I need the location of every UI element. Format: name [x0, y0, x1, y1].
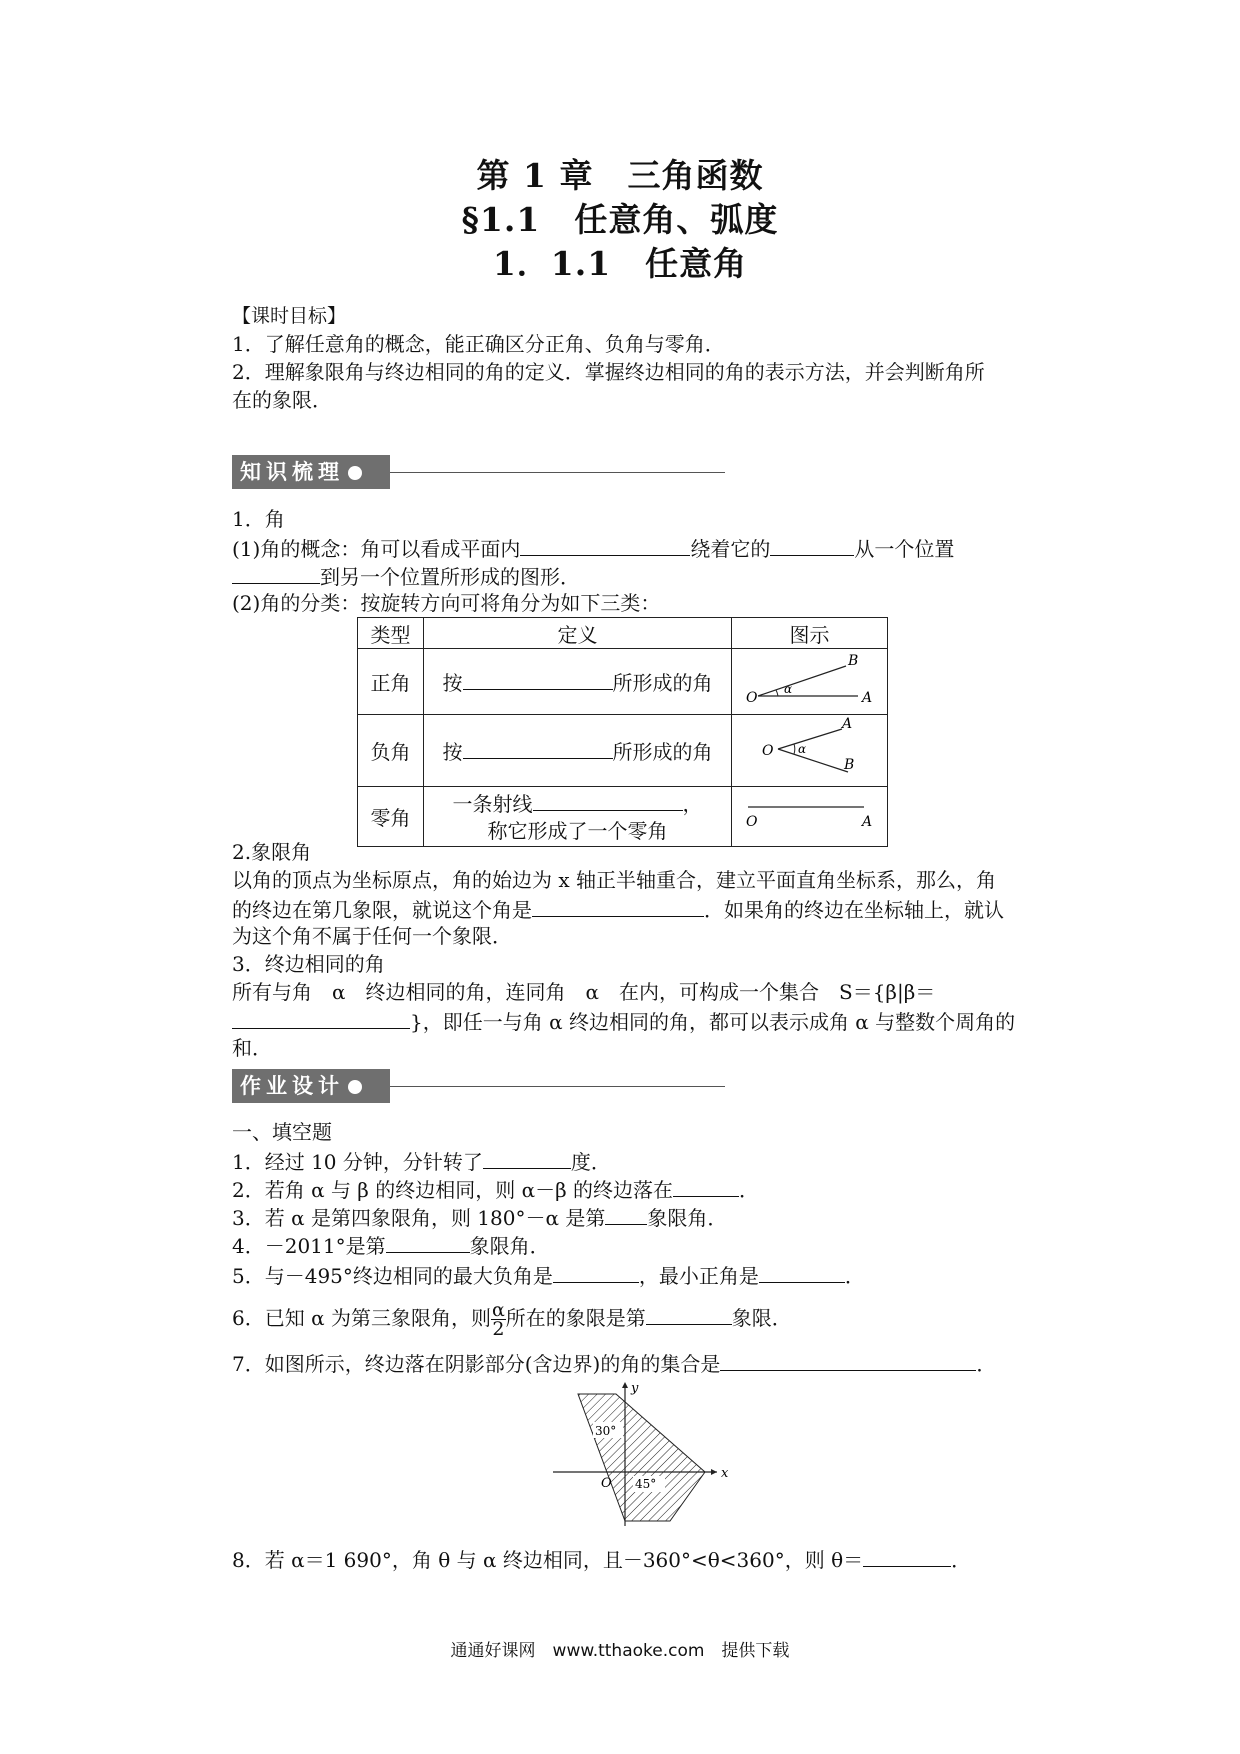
quadrant-line-1: 以角的顶点为坐标原点，角的始边为 x 轴正半轴重合，建立平面直角坐标系，那么，角: [232, 868, 996, 892]
positive-angle-figure: [732, 649, 888, 715]
homework-bar-label: 作业设计: [240, 1074, 344, 1098]
positive-angle-diagram: [734, 649, 886, 709]
knowledge-h1: 1．角: [232, 507, 285, 531]
svg-text:B: B: [847, 653, 858, 669]
answer-blank[interactable]: [720, 1348, 976, 1371]
svg-text:y: y: [631, 1381, 639, 1396]
answer-blank[interactable]: [863, 1544, 951, 1567]
section-rule: [390, 472, 725, 473]
shaded-region-diagram: [545, 1378, 735, 1528]
exercise-7: 7．如图所示，终边落在阴影部分(含边界)的角的集合是 ．: [232, 1348, 996, 1378]
answer-blank[interactable]: [232, 1006, 410, 1029]
angle-concept-line-2: 到另一个位置所形成的图形．: [232, 561, 580, 591]
angle-type-table: [357, 617, 888, 847]
answer-blank[interactable]: [520, 533, 690, 556]
answer-blank[interactable]: [605, 1202, 647, 1225]
angle-classification-line: (2)角的分类：按旋转方向可将角分为如下三类：: [232, 591, 661, 615]
bullet-dot-icon: [348, 466, 362, 480]
table-row-positive-type: 正角: [358, 649, 424, 715]
svg-text:α: α: [783, 682, 792, 696]
svg-text:A: A: [861, 690, 872, 706]
svg-text:A: A: [861, 814, 872, 830]
svg-text:A: A: [841, 716, 852, 732]
table-header-type: 类型: [358, 618, 424, 649]
svg-text:O: O: [745, 690, 757, 706]
answer-blank[interactable]: [386, 1230, 470, 1253]
chapter-title: 第 1 章 三角函数: [476, 156, 764, 195]
table-row-zero-definition: 一条射线 ， 称它形成了一个零角: [424, 787, 732, 847]
subsection-title: 1．1.1 任意角: [492, 244, 748, 283]
svg-text:O: O: [601, 1476, 612, 1491]
svg-text:30°: 30°: [595, 1424, 617, 1438]
table-row-zero-type: 零角: [358, 787, 424, 847]
homework-heading: 一、填空题: [232, 1120, 332, 1144]
exercise-8: 8．若 α＝1 690°，角 θ 与 α 终边相同，且－360°<θ<360°，则 θ＝ ．: [232, 1544, 971, 1574]
knowledge-h2: 2.象限角: [232, 840, 312, 864]
homework-section-bar: [232, 1069, 390, 1103]
shaded-region: [578, 1394, 705, 1521]
exercise-5: 5．与－495°终边相同的最大负角是 ，最小正角是 ．: [232, 1260, 865, 1290]
svg-text:O: O: [761, 743, 773, 759]
zero-angle-diagram: [734, 787, 886, 841]
answer-blank[interactable]: [483, 1146, 571, 1169]
page-footer: 通通好课网 www.tthaoke.com 提供下载: [450, 1641, 790, 1661]
exercise-1: 1．经过 10 分钟，分针转了 度．: [232, 1146, 611, 1176]
svg-text:B: B: [843, 757, 854, 773]
exercise-6: 6．已知 α 为第三象限角，则 $\frac{\alpha}{2}$ 所在的象限是第 象限．: [232, 1299, 792, 1340]
svg-text:O: O: [745, 814, 757, 830]
svg-text:α: α: [797, 742, 806, 756]
answer-blank[interactable]: [553, 1260, 639, 1283]
answer-blank[interactable]: [673, 1174, 739, 1197]
svg-text:x: x: [721, 1466, 729, 1481]
knowledge-section-bar: [232, 455, 390, 489]
table-row-negative-definition: 按 所形成的角: [424, 715, 732, 787]
table-row-positive-definition: 按 所形成的角: [424, 649, 732, 715]
angle-concept-line-1: (1)角的概念：角可以看成平面内 绕着它的 从一个位置: [232, 533, 954, 563]
svg-text:45°: 45°: [635, 1477, 657, 1491]
goal-item-2b: 在的象限．: [232, 388, 332, 412]
table-header-definition: 定义: [424, 618, 732, 649]
zero-angle-figure: [732, 787, 888, 847]
knowledge-bar-label: 知识梳理: [240, 460, 344, 484]
goal-item-1: 1．了解任意角的概念，能正确区分正角、负角与零角．: [232, 332, 725, 356]
exercise-4: 4．－2011°是第 象限角．: [232, 1230, 550, 1260]
knowledge-h3: 3．终边相同的角: [232, 952, 385, 976]
negative-angle-diagram: [734, 715, 886, 781]
negative-angle-figure: [732, 715, 888, 787]
answer-blank[interactable]: [463, 667, 613, 690]
answer-blank[interactable]: [532, 894, 704, 917]
coterminal-line-2: }，即任一与角 α 终边相同的角，都可以表示成角 α 与整数个周角的: [232, 1006, 1015, 1036]
coterminal-line-3: 和．: [232, 1036, 272, 1060]
answer-blank[interactable]: [463, 736, 613, 759]
quadrant-line-3: 为这个角不属于任何一个象限．: [232, 924, 512, 948]
section-title: §1.1 任意角、弧度: [461, 200, 779, 239]
answer-blank[interactable]: [759, 1260, 845, 1283]
goal-item-2a: 2．理解象限角与终边相同的角的定义．掌握终边相同的角的表示方法，并会判断角所: [232, 360, 985, 384]
section-rule: [390, 1086, 725, 1087]
alpha-over-2-fraction: $\frac{\alpha}{2}$: [491, 1299, 505, 1340]
table-row-negative-type: 负角: [358, 715, 424, 787]
exercise-2: 2．若角 α 与 β 的终边相同，则 α－β 的终边落在 ．: [232, 1174, 759, 1204]
answer-blank[interactable]: [770, 533, 854, 556]
exercise-3: 3．若 α 是第四象限角，则 180°－α 是第 象限角．: [232, 1202, 727, 1232]
bullet-dot-icon: [348, 1080, 362, 1094]
answer-blank[interactable]: [533, 788, 683, 811]
coterminal-line-1: 所有与角 α 终边相同的角，连同角 α 在内，可构成一个集合 S＝{β|β＝: [232, 980, 936, 1004]
answer-blank[interactable]: [232, 561, 320, 584]
quadrant-line-2: 的终边在第几象限，就说这个角是 ．如果角的终边在坐标轴上，就认: [232, 894, 1004, 924]
answer-blank[interactable]: [646, 1302, 732, 1325]
goals-label: 【课时目标】: [232, 305, 347, 327]
table-header-figure: 图示: [732, 618, 888, 649]
